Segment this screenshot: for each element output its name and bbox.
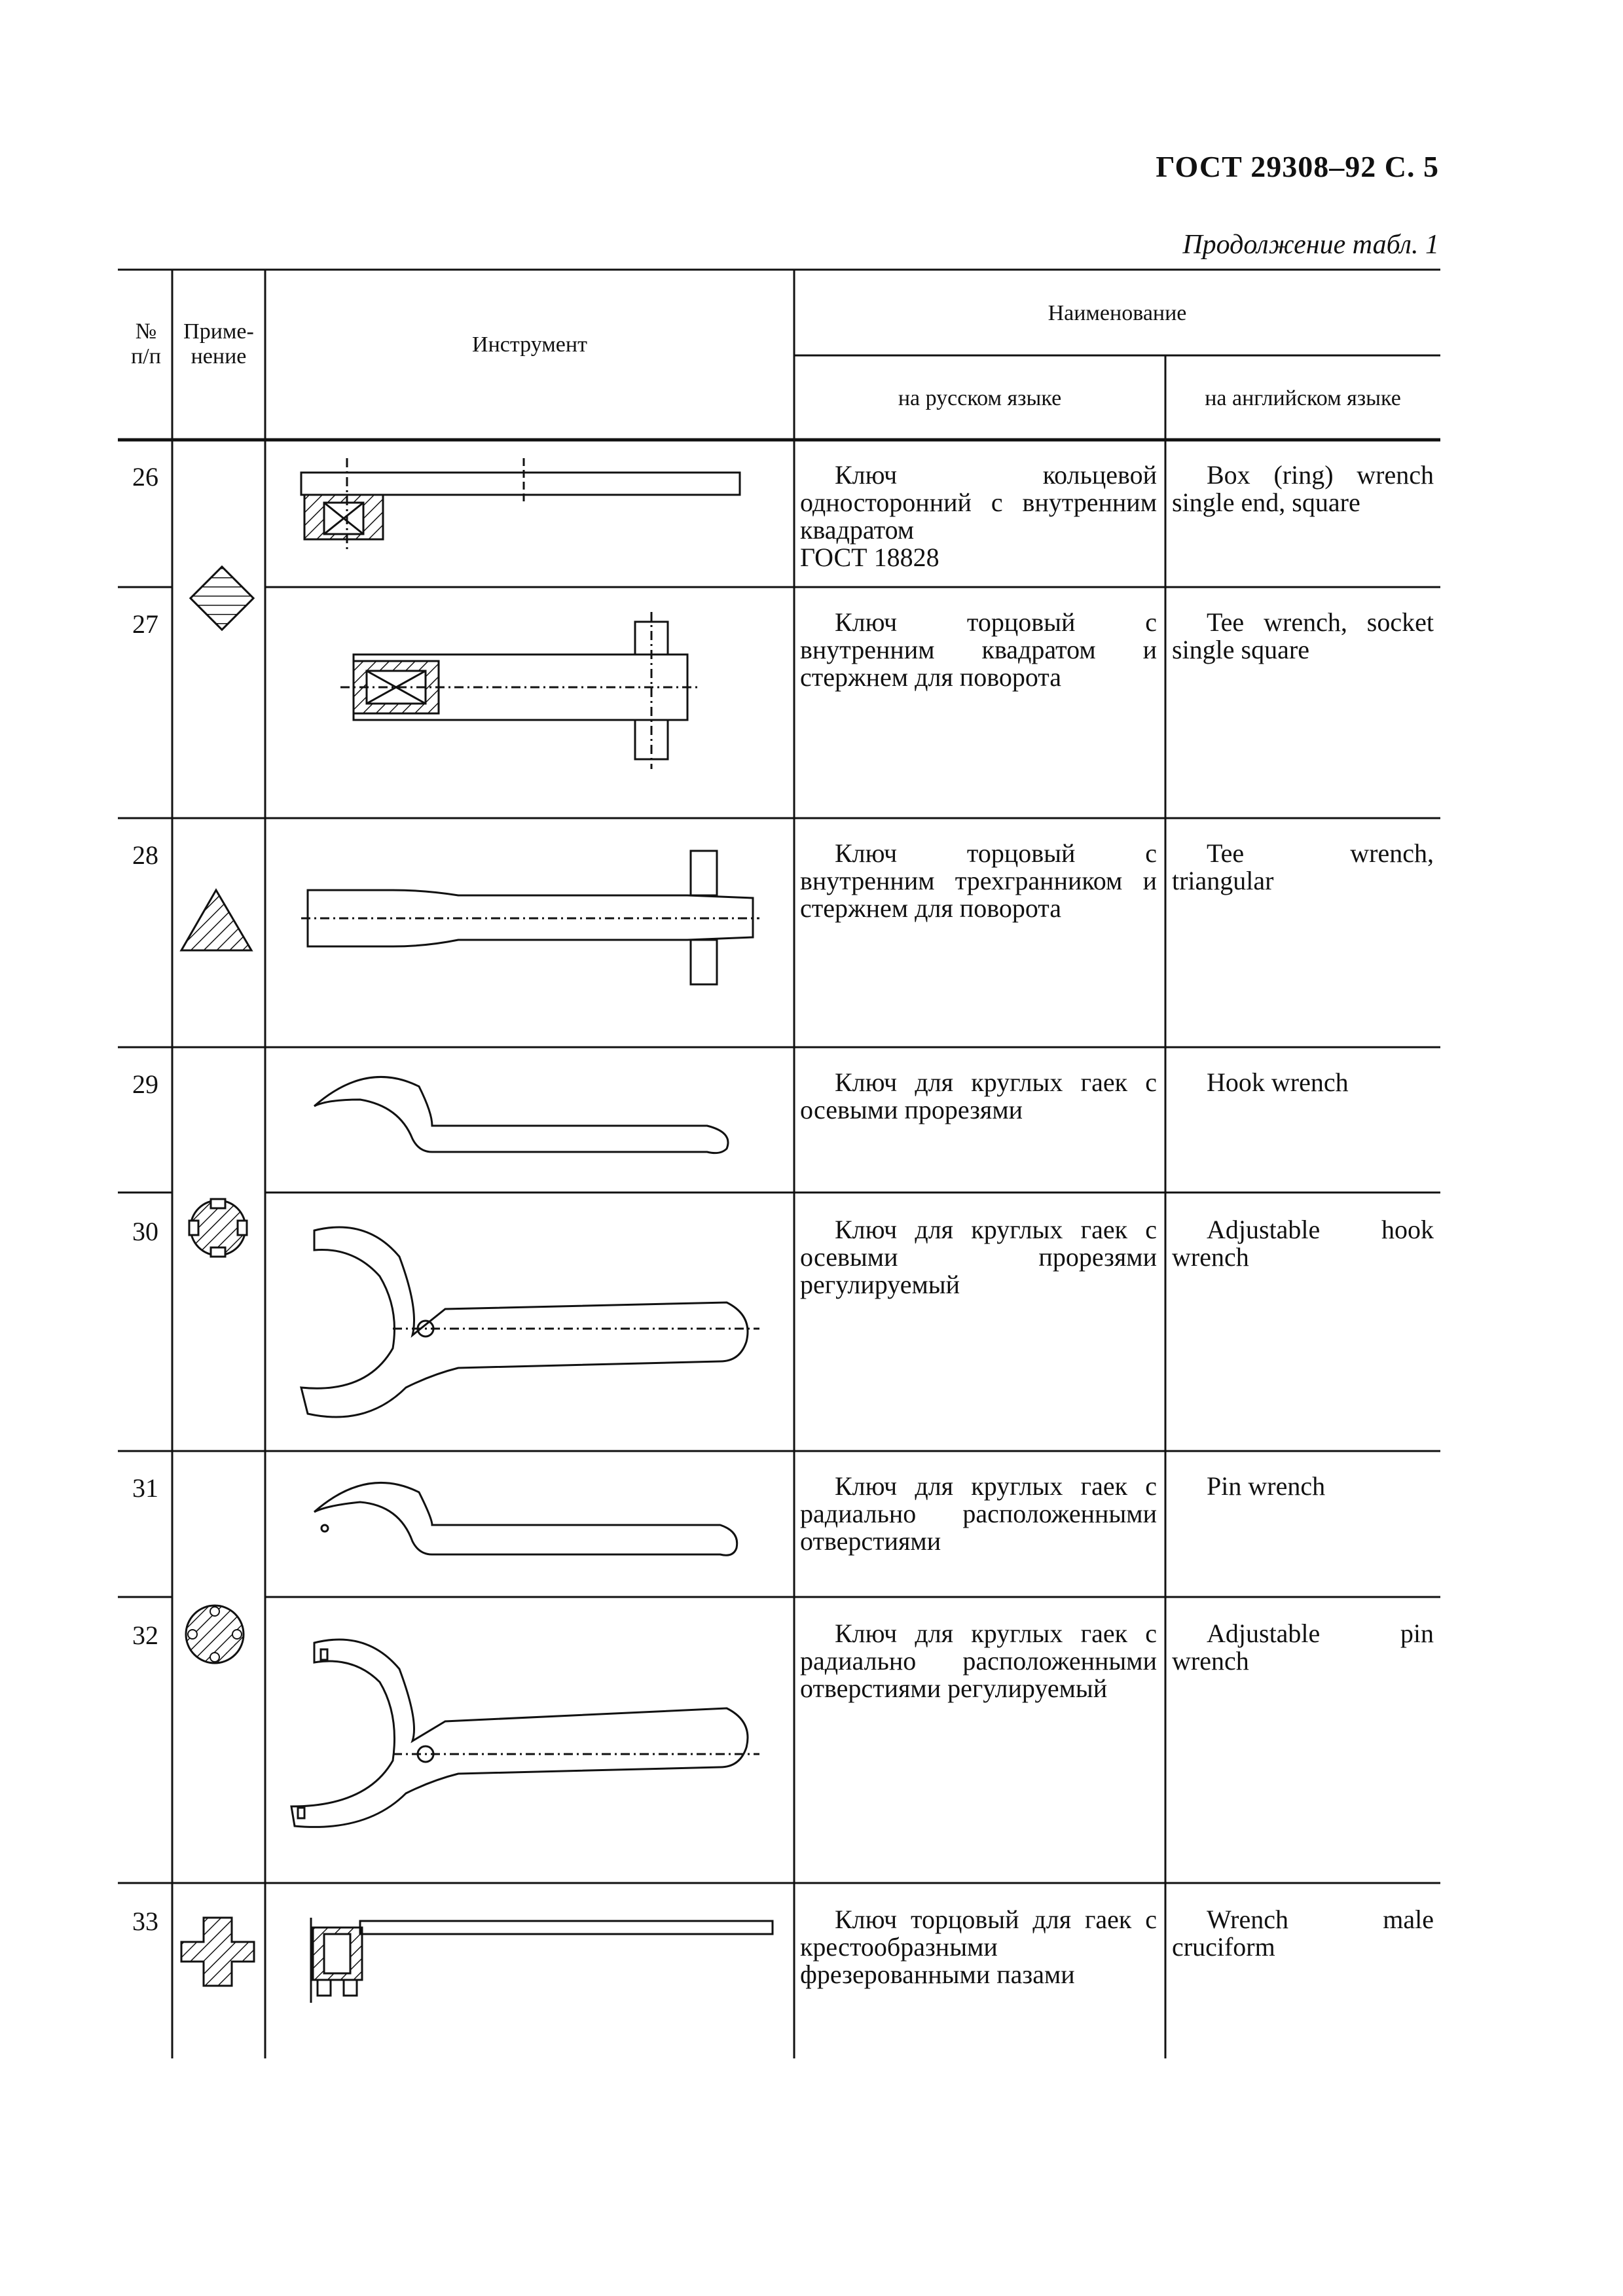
row-32-en: Adjustable pin wrench — [1172, 1619, 1434, 1676]
row-29-ru: Ключ для круглых гаек с осевыми прорезями — [800, 1067, 1157, 1124]
row-28-en: Tee wrench, triangular — [1172, 838, 1434, 895]
row-30-en: Adjustable hook wrench — [1172, 1215, 1434, 1272]
header-english: на английском языке — [1205, 386, 1401, 410]
row-30-ru: Ключ для круглых гаек с осевыми прорезями регулируемый — [800, 1215, 1157, 1299]
symbol-square-icon — [191, 567, 253, 630]
tool-pin-wrench-drawing — [314, 1482, 737, 1555]
symbol-slotted-nut-icon — [189, 1199, 247, 1257]
header-tool: Инструмент — [472, 332, 587, 357]
row-28-ru: Ключ торцовый с внутренним трехгранником и стержнем для поворота — [800, 838, 1157, 923]
page-header: ГОСТ 29308–92 С. 5 — [1156, 150, 1439, 183]
row-33-num: 33 — [132, 1907, 158, 1936]
row-33-ru: Ключ торцовый для гаек с крестообразными фрезерованными пазами — [800, 1905, 1157, 1989]
symbol-round-nut-holes-icon — [186, 1605, 244, 1663]
row-29-en: Hook wrench — [1207, 1067, 1349, 1097]
row-32-ru: Ключ для круглых гаек с радиально расположенными отверстиями регулируемый — [800, 1619, 1157, 1703]
tool-tee-triangular-wrench-drawing — [301, 851, 759, 984]
tool-tee-socket-wrench-drawing — [340, 612, 701, 769]
row-27-en: Tee wrench, socket single square — [1172, 607, 1434, 664]
row-30-num: 30 — [132, 1217, 158, 1246]
header-num: № п/п — [131, 319, 161, 368]
row-29-num: 29 — [132, 1069, 158, 1099]
header-application: Приме-нение — [183, 319, 254, 368]
tool-adjustable-hook-wrench-drawing — [301, 1227, 759, 1417]
row-31-en: Pin wrench — [1207, 1471, 1326, 1501]
tool-cruciform-wrench-drawing — [311, 1918, 773, 2003]
header-name: Наименование — [1048, 301, 1187, 325]
row-28-num: 28 — [132, 840, 158, 870]
header-russian: на русском языке — [898, 386, 1062, 410]
row-26-ru-text: Ключ кольцевой односторонний с внутренним квадратом — [800, 460, 1157, 545]
row-27-num: 27 — [132, 609, 158, 639]
row-31-num: 31 — [132, 1473, 158, 1503]
symbol-cruciform-icon — [181, 1918, 254, 1986]
tool-hook-wrench-drawing — [314, 1077, 728, 1153]
row-26-en: Box (ring) wrench single end, square — [1172, 460, 1434, 517]
row-32-num: 32 — [132, 1621, 158, 1650]
row-27-ru: Ключ торцовый с внутренним квадратом и стержнем для поворота — [800, 607, 1157, 692]
row-33-en: Wrench male cruciform — [1172, 1905, 1434, 1962]
table-continuation-label: Продолжение табл. 1 — [1182, 230, 1439, 260]
row-26-ru-standard: ГОСТ 18828 — [800, 543, 939, 572]
tool-box-wrench-drawing — [301, 458, 740, 550]
row-26-num: 26 — [132, 462, 158, 492]
tool-adjustable-pin-wrench-drawing — [291, 1640, 759, 1827]
symbol-triangle-icon — [181, 890, 251, 950]
row-26-ru — [800, 461, 1157, 571]
row-31-ru: Ключ для круглых гаек с радиально расположенными отверстиями — [800, 1471, 1157, 1556]
